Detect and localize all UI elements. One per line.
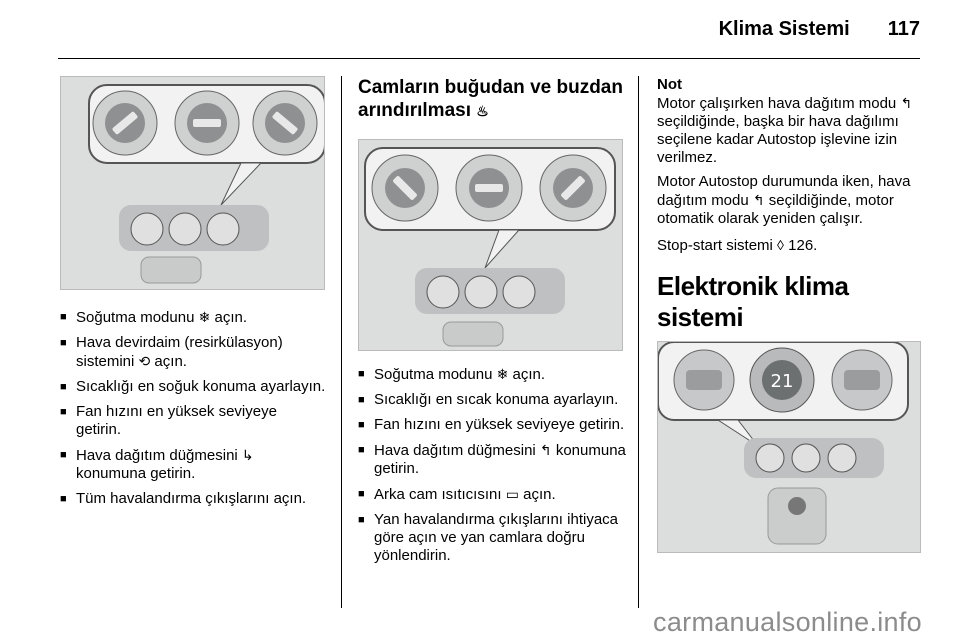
defrost-figure <box>358 139 623 351</box>
list-item-text: Sıcaklığı en sıcak konuma ayarlayın. <box>374 391 619 408</box>
cooling-steps-list <box>60 308 326 508</box>
defrost-heading-text: Camların buğudan ve buzdan arındırılması <box>358 77 623 121</box>
page-header <box>719 18 920 41</box>
note-text: seçildiğinde, motor otomatik olarak yeniden çalışır. <box>657 192 894 227</box>
list-item-text: Yan havalandırma çıkışlarını ihtiyaca göre açın ve yan camlara doğru yönlendirin. <box>374 511 619 564</box>
watermark: carmanualsonline.info <box>653 607 922 637</box>
list-item-text: açın. <box>518 486 556 503</box>
column-1 <box>60 76 326 515</box>
list-item-text: Soğutma modunu <box>76 309 195 326</box>
list-item-text: Hava dağıtım düğmesini <box>76 447 238 464</box>
note-text: Motor çalışırken hava dağıtım modu <box>657 95 897 112</box>
list-item <box>358 416 626 434</box>
windshield-distribution-icon: ↰ <box>900 95 913 111</box>
defrost-heading <box>358 76 626 123</box>
climate-panel-illustration <box>61 77 324 289</box>
list-item <box>358 485 626 504</box>
list-item <box>60 490 326 508</box>
snowflake-icon: ❄ <box>198 309 211 325</box>
reference-text: Stop-start sistemi <box>657 237 773 254</box>
list-item <box>358 511 626 565</box>
temperature-display: 21 <box>770 371 794 392</box>
column-divider <box>638 76 639 608</box>
electronic-climate-figure <box>657 341 921 553</box>
list-item-text: açın. <box>508 366 546 383</box>
list-item <box>60 308 326 327</box>
list-item <box>60 403 326 439</box>
defrost-panel-illustration <box>359 140 622 350</box>
rear-window-heater-icon: ▭ <box>505 486 519 502</box>
list-item-text: konumuna getirin. <box>76 465 196 482</box>
page-reference-icon: ◊ <box>777 237 784 253</box>
air-distribution-icon: ↳ <box>241 447 254 463</box>
windshield-distribution-icon: ↰ <box>539 442 552 458</box>
note-title: Not <box>657 76 682 93</box>
note-paragraph-1 <box>657 94 923 167</box>
reference-page[interactable]: 126. <box>788 237 818 254</box>
electronic-panel-illustration <box>658 342 920 552</box>
defrost-steps-list <box>358 365 626 565</box>
windshield-distribution-icon: ↰ <box>752 192 765 208</box>
climate-control-figure <box>60 76 325 290</box>
column-3 <box>657 76 923 553</box>
note-paragraph-2 <box>657 173 923 228</box>
recirculation-icon: ⟲ <box>138 353 151 369</box>
note-text: seçildiğinde, başka bir hava dağılımı seçilene kadar Autostop işlevine izin verilmez. <box>657 113 899 166</box>
list-item-text: açın. <box>210 309 248 326</box>
list-item-text: Arka cam ısıtıcısını <box>374 486 502 503</box>
cross-reference <box>657 236 923 255</box>
list-item-text: Fan hızını en yüksek seviyeye getirin. <box>76 403 277 438</box>
list-item <box>60 334 326 371</box>
list-item-text: Hava dağıtım düğmesini <box>374 442 536 459</box>
defrost-icon: ♨ <box>476 103 489 119</box>
note-text: Motor Autostop durumunda iken, hava dağıtım modu <box>657 173 911 209</box>
list-item-text: açın. <box>150 353 187 370</box>
list-item-text: konumuna getirin. <box>374 442 626 477</box>
list-item <box>358 365 626 384</box>
list-item <box>358 391 626 409</box>
page-number: 117 <box>887 18 920 40</box>
column-2 <box>358 76 626 572</box>
snowflake-icon: ❄ <box>496 366 509 382</box>
list-item-text: Tüm havalandırma çıkışlarını açın. <box>76 490 307 507</box>
list-item <box>60 378 326 396</box>
list-item-text: Hava devirdaim (resirkülasyon) sistemini <box>76 334 283 370</box>
header-rule <box>58 58 920 59</box>
list-item <box>358 441 626 478</box>
section-title: Elektronik klima sistemi <box>657 271 849 332</box>
list-item-text: Sıcaklığı en soğuk konuma ayarlayın. <box>76 378 326 395</box>
list-item <box>60 446 326 483</box>
column-divider <box>341 76 342 608</box>
header-title: Klima Sistemi <box>718 18 850 40</box>
list-item-text: Soğutma modunu <box>374 366 493 383</box>
list-item-text: Fan hızını en yüksek seviyeye getirin. <box>374 416 625 433</box>
